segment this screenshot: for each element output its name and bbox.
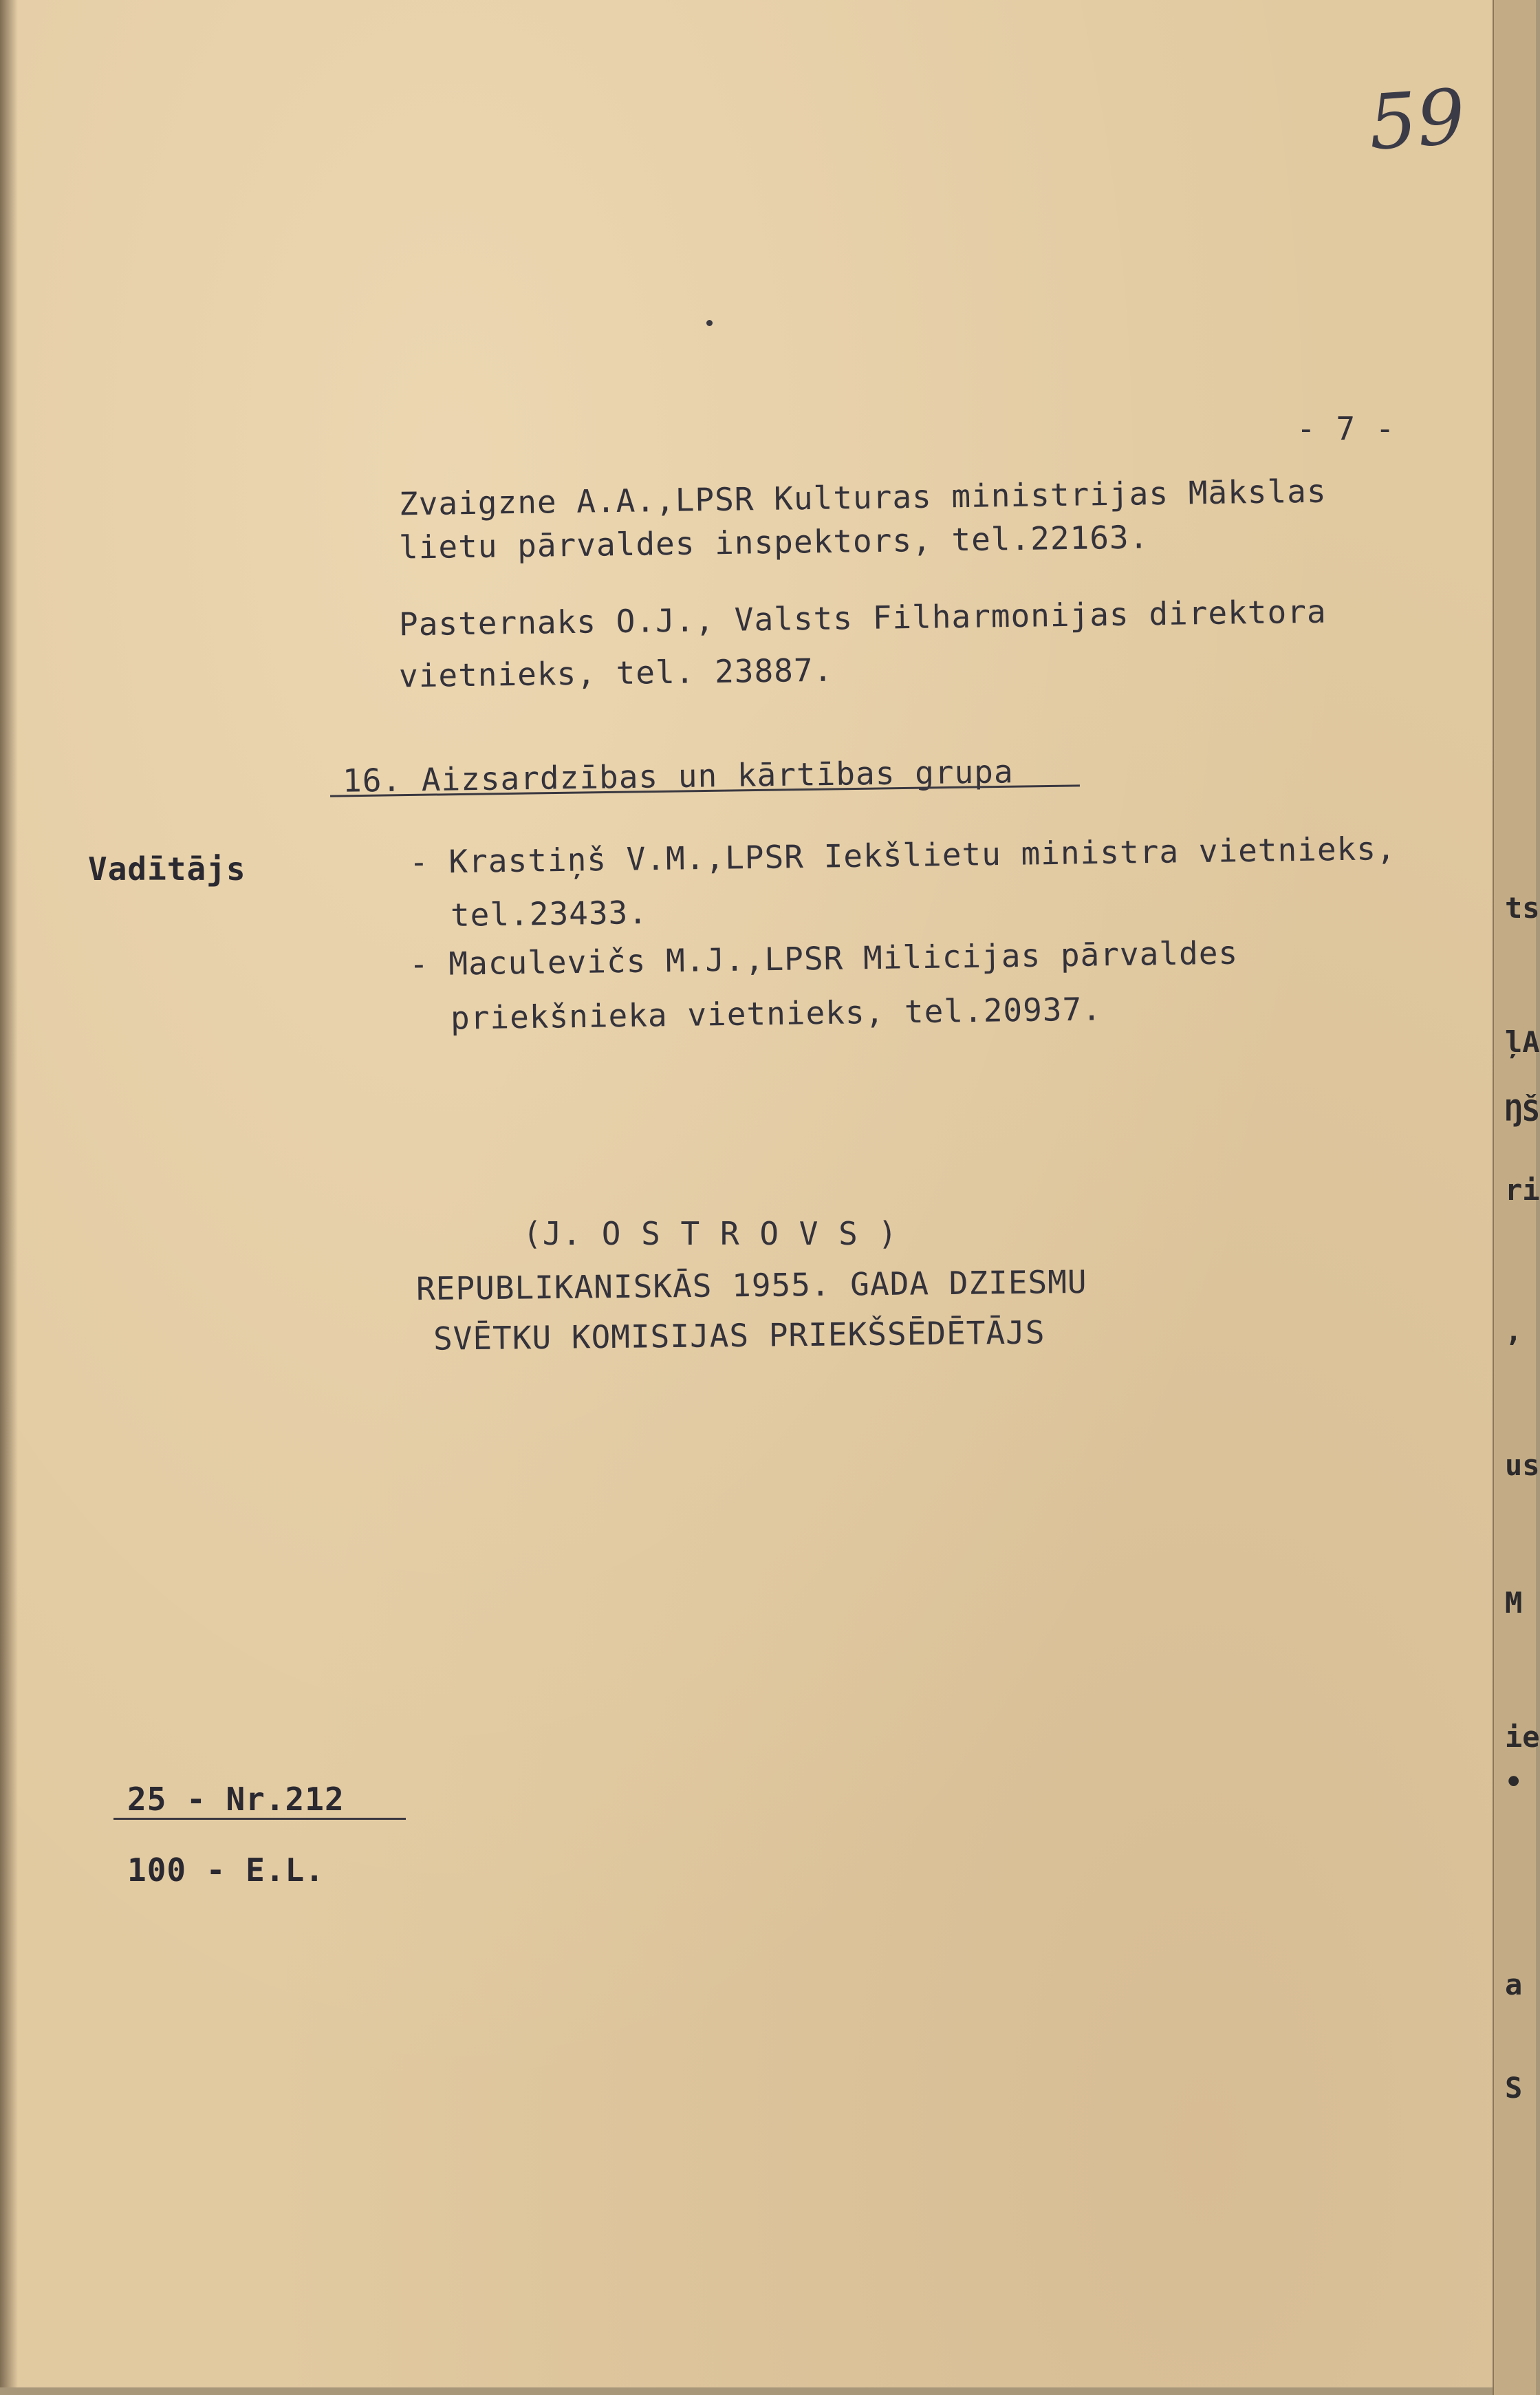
member-line: - Krastiņš V.M.,LPSR Iekšlietu ministra vietnieks, xyxy=(409,829,1397,881)
order-reference-underline xyxy=(113,1818,406,1820)
adjacent-page-fragment: ļA xyxy=(1505,1025,1540,1059)
entry-line: lietu pārvaldes inspektors, tel.22163. xyxy=(398,518,1149,566)
member-line: tel.23433. xyxy=(450,893,649,934)
entry-line: vietnieks, tel. 23887. xyxy=(398,651,834,695)
adjacent-page-fragment: ie xyxy=(1505,1720,1540,1754)
member-line: priekšnieka vietnieks, tel.20937. xyxy=(450,990,1103,1037)
archive-folio-number: 59 xyxy=(1365,72,1468,167)
adjacent-page-fragment: a xyxy=(1505,1968,1523,2001)
adjacent-page-fragment: ŊŠ xyxy=(1505,1094,1540,1128)
signatory-name: (J. O S T R O V S ) xyxy=(523,1215,898,1252)
adjacent-page-fragment: ts xyxy=(1505,891,1540,925)
entry-line: Zvaigzne A.A.,LPSR Kulturas ministrijas Mākslas xyxy=(398,472,1327,523)
signatory-title: SVĒTKU KOMISIJAS PRIEKŠSĒDĒTĀJS xyxy=(433,1313,1045,1357)
adjacent-page-fragment: M xyxy=(1505,1586,1523,1620)
adjacent-page-fragment: us xyxy=(1505,1448,1540,1482)
role-label: Vadītājs xyxy=(88,850,246,888)
entry-line: Pasternaks O.J., Valsts Filharmonijas direktora xyxy=(398,592,1327,643)
member-line: - Maculevičs M.J.,LPSR Milicijas pārvaldes xyxy=(409,934,1239,983)
page-number: - 7 - xyxy=(1297,410,1396,447)
adjacent-page-fragment: • xyxy=(1505,1765,1523,1798)
signatory-title: REPUBLIKANISKĀS 1955. GADA DZIESMU xyxy=(415,1263,1087,1308)
ink-speck xyxy=(706,320,713,326)
adjacent-page-fragment: S xyxy=(1505,2071,1523,2105)
adjacent-page-fragment: , xyxy=(1505,1314,1523,1348)
order-reference: 25 - Nr.212 xyxy=(127,1781,345,1818)
binding-shadow xyxy=(0,0,18,2387)
copies-note: 100 - E.L. xyxy=(127,1851,325,1889)
section-heading: 16. Aizsardzības un kārtības grupa xyxy=(342,753,1014,799)
adjacent-page-fragment: ri xyxy=(1505,1173,1540,1207)
